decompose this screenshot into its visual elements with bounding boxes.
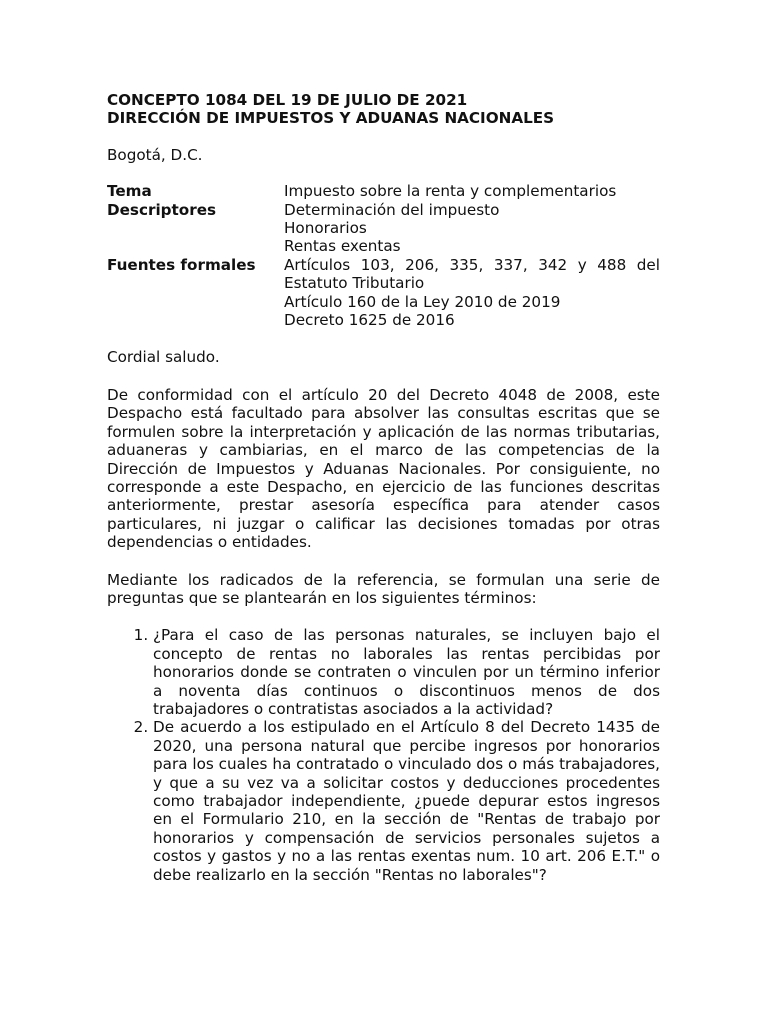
descriptor-item: Rentas exentas: [284, 237, 401, 256]
question-item: 1. ¿Para el caso de las personas naturales, se incluyen bajo el concepto de rentas no laborales las rentas percibidas por honorarios donde se contraten o vinculen por un término inferior a noventa días continuos o discontinuos menos de dos trabajadores o contratistas asociados a la actividad?: [153, 626, 660, 718]
fuentes-values: [284, 256, 660, 330]
tema-label: Tema: [107, 182, 152, 201]
descriptores-values: [284, 201, 660, 256]
city-line: Bogotá, D.C.: [107, 145, 203, 164]
fuente-item: Artículo 160 de la Ley 2010 de 2019: [284, 292, 561, 311]
document-title-line-1: CONCEPTO 1084 DEL 19 DE JULIO DE 2021: [107, 91, 468, 109]
descriptores-label: Descriptores: [107, 200, 217, 219]
questions-list: [107, 626, 660, 884]
metadata-table: [107, 182, 660, 329]
descriptor-item: Determinación del impuesto: [284, 200, 500, 219]
document-page: [107, 91, 660, 884]
salutation: Cordial saludo.: [107, 348, 220, 367]
document-title-line-2: DIRECCIÓN DE IMPUESTOS Y ADUANAS NACIONALES: [107, 109, 555, 128]
fuente-item: Artículos 103, 206, 335, 337, 342 y 488 del Estatuto Tributario: [284, 255, 660, 293]
fuentes-label: Fuentes formales: [107, 255, 256, 274]
fuente-item: Decreto 1625 de 2016: [284, 311, 455, 330]
paragraph-intro-questions: Mediante los radicados de la referencia, se formulan una serie de preguntas que se plantearán en los siguientes términos:: [107, 570, 660, 607]
paragraph-competence: De conformidad con el artículo 20 del Decreto 4048 de 2008, este Despacho está facultado para absolver las consultas escritas que se formulen sobre la interpretación y aplicación de las normas tributarias, aduaneras y cambiarias, en el marco de las competencias de la Dirección de Impuestos y Aduanas Nacionales. Por consiguiente, no corresponde a este Despacho, en ejercicio de las funciones descritas anteriormente, prestar asesoría específica para atender casos particulares, ni juzgar o calificar las decisiones tomadas por otras dependencias o entidades.: [107, 385, 660, 552]
question-item: 2. De acuerdo a los estipulado en el Artículo 8 del Decreto 1435 de 2020, una persona natural que percibe ingresos por honorarios para los cuales ha contratado o vinculado dos o más trabajadores, y que a su vez va a solicitar costos y deducciones procedentes como trabajador independiente, ¿puede depurar estos ingresos en el Formulario 210, en la sección de "Rentas de trabajo por honorarios y compensación de servicios personales sujetos a costos y gastos y no a las rentas exentas num. 10 art. 206 E.T." o debe realizarlo en la sección "Rentas no laborales"?: [153, 718, 660, 884]
tema-value: Impuesto sobre la renta y complementarios: [284, 182, 617, 201]
descriptor-item: Honorarios: [284, 219, 367, 238]
